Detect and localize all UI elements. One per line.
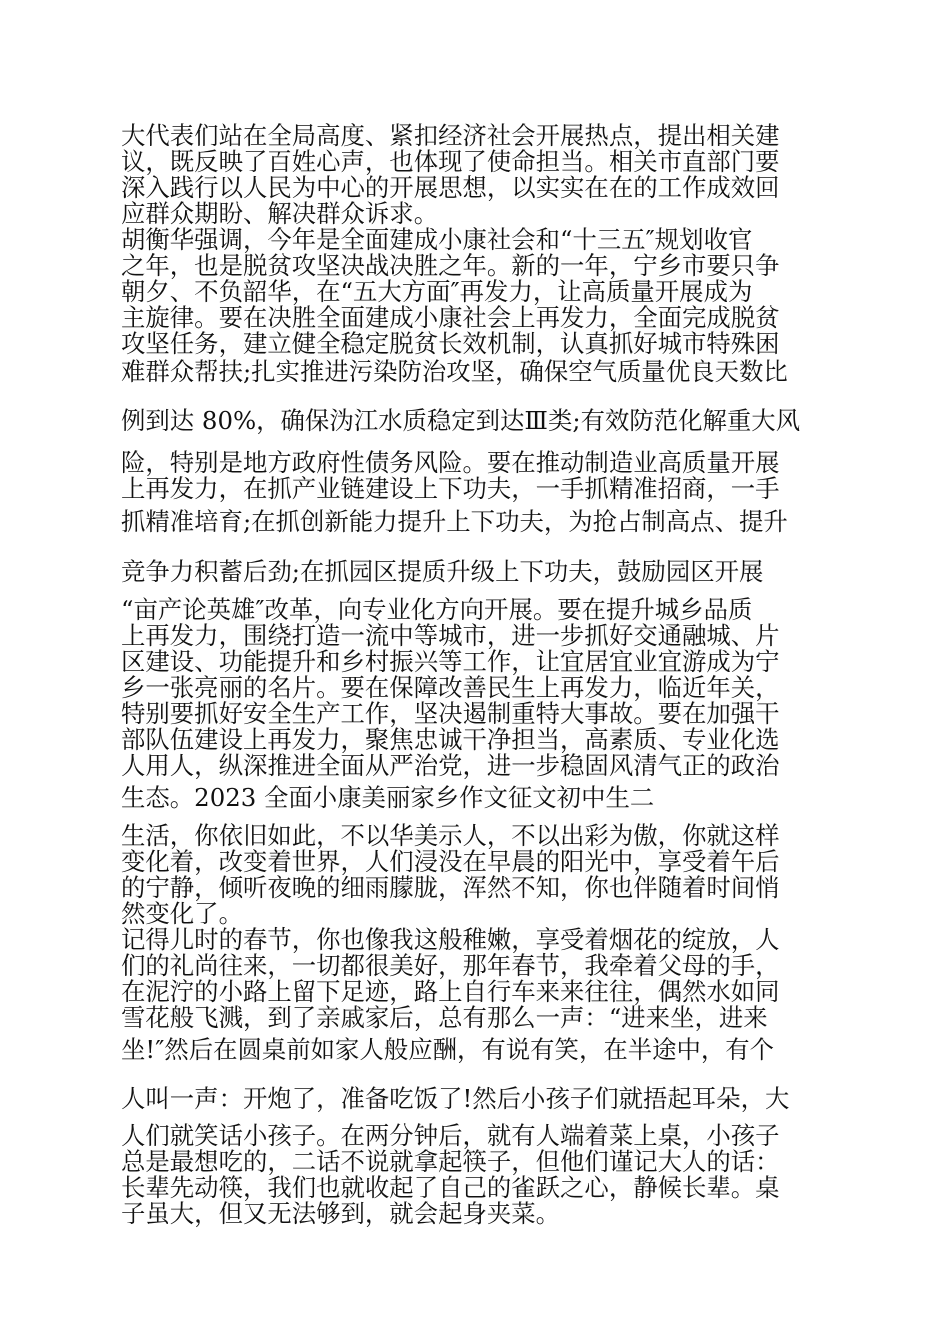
text-line: 例到达 80%，确保沩江水质稳定到达Ⅲ类;有效防范化解重大风 — [121, 406, 801, 435]
text-line: 之年，也是脱贫攻坚决战决胜之年。新的一年，宁乡市要只争 — [121, 251, 780, 280]
text-line: 变化着，改变着世界，人们浸没在早晨的阳光中，享受着午后 — [121, 847, 780, 876]
text-line: 朝夕、不负韶华，在“五大方面″再发力，让高质量开展成为 — [121, 277, 753, 306]
text-line: 子虽大，但又无法够到，就会起身夹菜。 — [121, 1199, 561, 1228]
text-line: 攻坚任务，建立健全稳定脱贫长效机制，认真抓好城市特殊困 — [121, 329, 780, 358]
text-line: 的宁静，倾听夜晚的细雨朦胧，浑然不知，你也伴随着时间悄 — [121, 873, 780, 902]
text-line: 生活，你依旧如此，不以华美示人，不以出彩为傲，你就这样 — [121, 821, 780, 850]
text-line: 特别要抓好安全生产工作，坚决遏制重特大事故。要在加强干 — [121, 699, 780, 728]
text-line: 部队伍建设上再发力，聚焦忠诚干净担当，高素质、专业化选 — [121, 725, 780, 754]
text-line: 人用人，纵深推进全面从严治党，进一步稳固风清气正的政治 — [121, 751, 780, 780]
text-line: 难群众帮扶;扎实推进污染防治攻坚，确保空气质量优良天数比 — [121, 357, 788, 386]
text-line: 雪花般飞溅，到了亲戚家后，总有那么一声：“进来坐，进来 — [121, 1003, 768, 1032]
text-line: “亩产论英雄″改革，向专业化方向开展。要在提升城乡品质 — [121, 595, 753, 624]
text-line: 坐!″然后在圆桌前如家人般应酬，有说有笑，在半途中，有个 — [121, 1035, 775, 1064]
text-line: 上再发力，在抓产业链建设上下功夫，一手抓精准招商，一手 — [121, 474, 780, 503]
text-line: 记得儿时的春节，你也像我这般稚嫩，享受着烟花的绽放，人 — [121, 925, 780, 954]
text-line: 应群众期盼、解决群众诉求。 — [121, 199, 439, 228]
text-line: 议，既反映了百姓心声，也体现了使命担当。相关市直部门要 — [121, 147, 780, 176]
text-line: 主旋律。要在决胜全面建成小康社会上再发力，全面完成脱贫 — [121, 303, 780, 332]
text-line: 长辈先动筷，我们也就收起了自己的雀跃之心，静候长辈。桌 — [121, 1173, 780, 1202]
text-line: 在泥泞的小路上留下足迹，路上自行车来来往往，偶然水如同 — [121, 977, 780, 1006]
text-line: 乡一张亮丽的名片。要在保障改善民生上再发力，临近年关， — [121, 673, 780, 702]
text-line: 生态。2023 全面小康美丽家乡作文征文初中生二 — [121, 783, 655, 812]
text-line: 竞争力积蓄后劲;在抓园区提质升级上下功夫，鼓励园区开展 — [121, 557, 764, 586]
text-line: 总是最想吃的，二话不说就拿起筷子，但他们谨记大人的话： — [121, 1147, 780, 1176]
text-line: 然变化了。 — [121, 899, 243, 928]
text-line: 上再发力，围绕打造一流中等城市，进一步抓好交通融城、片 — [121, 621, 780, 650]
text-line: 人们就笑话小孩子。在两分钟后，就有人端着菜上桌，小孩子 — [121, 1121, 780, 1150]
text-line: 区建设、功能提升和乡村振兴等工作，让宜居宜业宜游成为宁 — [121, 647, 780, 676]
text-line: 险，特别是地方政府性债务风险。要在推动制造业高质量开展 — [121, 448, 780, 477]
text-line: 大代表们站在全局高度、紧扣经济社会开展热点，提出相关建 — [121, 121, 780, 150]
text-line: 人叫一声：开炮了，准备吃饭了!然后小孩子们就捂起耳朵，大 — [121, 1084, 790, 1113]
text-line: 们的礼尚往来，一切都很美好，那年春节，我牵着父母的手， — [121, 951, 780, 980]
text-line: 胡衡华强调，今年是全面建成小康社会和“十三五″规划收官 — [121, 225, 753, 254]
text-line: 深入践行以人民为中心的开展思想，以实实在在的工作成效回 — [121, 173, 780, 202]
text-line: 抓精准培育;在抓创新能力提升上下功夫，为抢占制高点、提升 — [121, 507, 788, 536]
